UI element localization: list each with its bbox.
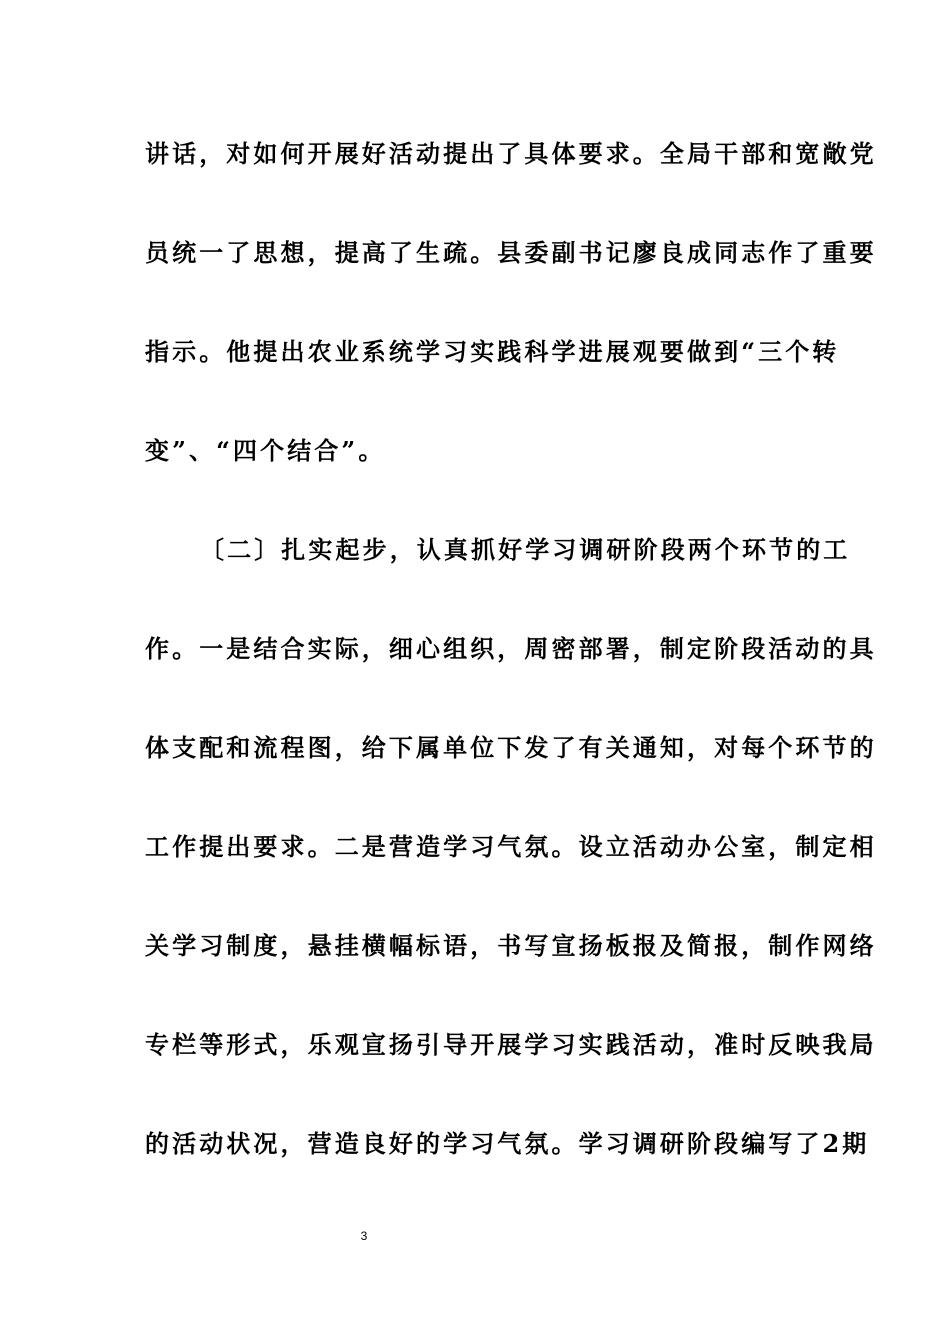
body-text-line: 员统一了思想，提高了生疏。县委副书记廖良成同志作了重要 [145, 238, 877, 267]
body-text-line: 关学习制度，悬挂横幅标语，书写宣扬板报及简报，制作网络 [145, 931, 877, 960]
body-text-line: 体支配和流程图，给下属单位下发了有关通知，对每个环节的 [145, 733, 877, 762]
body-text-line: 变”、“四个结合”。 [145, 436, 386, 465]
body-text-line: 的活动状况，营造良好的学习气氛。学习调研阶段编写了2期 [145, 1129, 870, 1158]
body-text-line: 工作提出要求。二是营造学习气氛。设立活动办公室，制定相 [145, 832, 877, 861]
body-text-line: 讲话，对如何开展好活动提出了具体要求。全局干部和宽敞党 [145, 139, 877, 168]
paragraph-heading-line: 〔二〕扎实起步，认真抓好学习调研阶段两个环节的工 [200, 535, 851, 564]
body-text-line: 专栏等形式，乐观宣扬引导开展学习实践活动，准时反映我局 [145, 1030, 877, 1059]
body-text-line: 指示。他提出农业系统学习实践科学进展观要做到“三个转 [145, 337, 840, 366]
page-number: 3 [360, 1229, 368, 1243]
body-text-line: 作。一是结合实际，细心组织，周密部署，制定阶段活动的具 [145, 634, 877, 663]
